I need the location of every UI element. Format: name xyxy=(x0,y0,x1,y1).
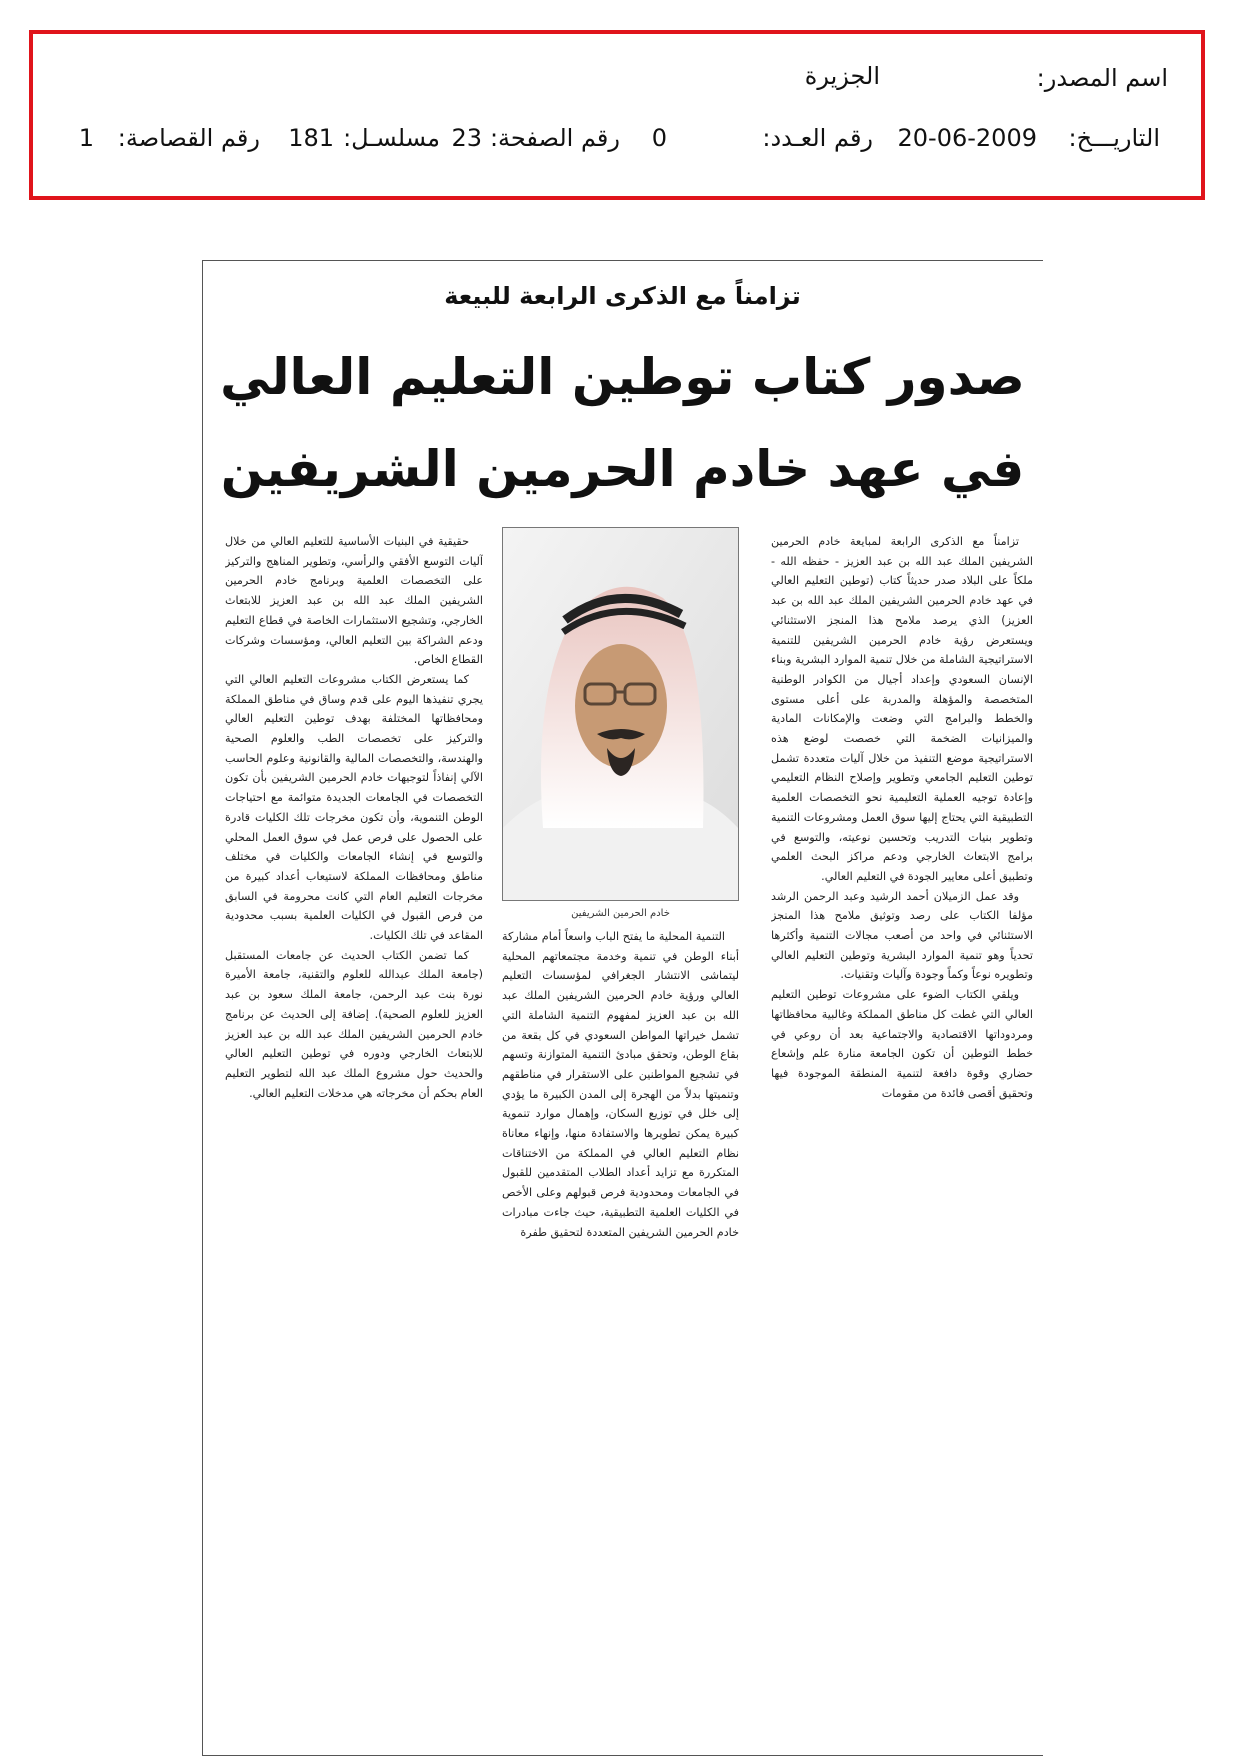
issue-label: رقم العـدد: xyxy=(762,124,873,152)
article-column-left xyxy=(225,532,483,1576)
issue-value: 0 xyxy=(651,124,667,152)
date-label: التاريـــخ: xyxy=(1068,124,1160,152)
clip-value: 1 xyxy=(78,124,94,152)
king-portrait-photo xyxy=(502,527,739,901)
page-value: 23 xyxy=(451,124,482,152)
headline-line-1: صدور كتاب توطين التعليم العالي xyxy=(220,348,1025,406)
paragraph: التنمية المحلية ما يفتح الباب واسعاً أمام مشاركة أبناء الوطن في تنمية وخدمة مجتمعاتهم المحلية ليتماشى الانتشار الجغرافي لمؤسسات التعليم العالي ورؤية خادم الحرمين الشريفين الملك عبد الله بن عبد العزيز لمفهوم التنمية الشاملة التي تشمل خيراتها المواطن السعودي في كل بقعة من بقاع الوطن، وتحقق مبادئ التنمية المتوازنة وتسهم في تشجيع المواطنين على الاستقرار في مناطقهم وتنميتها بدلاً من الهجرة إلى المدن الكبيرة ما يؤدي إلى خلل في توزيع السكان، وإهمال موارد تنموية كبيرة يمكن تطويرها والاستفادة منها، وإنهاء معاناة نظام التعليم العالي في المملكة من الاختناقات المتكررة مع تزايد أعداد الطلاب المتقدمين للقبول في الجامعات ومحدودية فرص قبولهم وعلى الأخص في الكليات العلمية التطبيقية، حيث جاءت مبادرات خادم الحرمين الشريفين المتعددة لتحقيق طفرة xyxy=(502,930,739,1239)
clip-label: رقم القصاصة: xyxy=(117,124,260,152)
source-label: اسم المصدر: xyxy=(1036,64,1168,92)
article-column-middle xyxy=(502,927,739,1577)
article-kicker: تزامناً مع الذكرى الرابعة للبيعة xyxy=(444,282,801,310)
paragraph: كما تضمن الكتاب الحديث عن جامعات المستقبل (جامعة الملك عبدالله للعلوم والتقنية، جامعة الأميرة نورة بنت عبد الرحمن، جامعة الملك سعود بن عبد العزيز للعلوم الصحية). إضافة إلى الحديث عن برنامج خادم الحرمين الشريفين الملك عبد الله بن عبد العزيز للابتعاث الخارجي ودوره في توطين التعليم العالي والحديث حول مشروع الملك عبد الله لتطوير التعليم العام بحكم أن مخرجاته هي مدخلات التعليم العالي. xyxy=(225,948,483,1100)
source-value: الجزيرة xyxy=(804,62,880,90)
serial-label: مسلسـل: xyxy=(343,124,440,152)
date-value: 20-06-2009 xyxy=(897,124,1037,152)
headline-line-2: في عهد خادم الحرمين الشريفين xyxy=(220,440,1025,498)
paragraph: تزامناً مع الذكرى الرابعة لمبايعة خادم الحرمين الشريفين الملك عبد الله بن عبد العزيز - حفظه الله - ملكاً على البلاد صدر حديثاً كتاب (توطين التعليم العالي في عهد خادم الحرمين الشريفين الملك عبد الله بن عبد العزيز) الذي يرصد ملامح هذا المنجز الاستثنائي ويستعرض رؤية خادم الحرمين الشريفين للتنمية الاستراتيجية الشاملة من خلال تنمية الموارد البشرية وبناء الإنسان السعودي وإعداد أجيال من الكوادر الوطنية المتخصصة والمؤهلة والمدربة على أعلى مستوى والخطط والبرامج التي وضعت والإمكانات المادية والميزانيات الضخمة التي خصصت لوضع هذه الاستراتيجية موضع التنفيذ من خلال آليات متعددة تشمل توطين التعليم الجامعي وتطوير وإصلاح النظام التعليمي وإعادة توجيه العملية التعليمية نحو التخصصات العلمية التطبيقية التي يحتاج إليها سوق العمل ومشروعات التنمية وتطوير بنيات التدريب وتحسين نوعيته، والتوسع في برامج الابتعاث الخارجي ودعم مراكز البحث العلمي وتطبيق أعلى معايير الجودة في التعليم العالي. xyxy=(771,535,1033,883)
paragraph: حقيقية في البنيات الأساسية للتعليم العالي من خلال آليات التوسع الأفقي والرأسي، وتطوير المناهج والتركيز على التخصصات العلمية وبرنامج خادم الحرمين الشريفين الملك عبد الله بن عبد العزيز للابتعاث الخارجي، وتشجيع الاستثمارات الخاصة في قطاع التعليم ودعم الشراكة بين التعليم العالي، ومؤسسات وشركات القطاع الخاص. xyxy=(225,535,483,667)
document-metadata-box xyxy=(29,30,1205,200)
photo-caption: خادم الحرمين الشريفين xyxy=(571,908,670,919)
paragraph: كما يستعرض الكتاب مشروعات التعليم العالي التي يجري تنفيذها اليوم على قدم وساق في مناطق المملكة ومحافظاتها المختلفة بهدف توطين التعليم العالي والتركيز على تخصصات الطب والعلوم الصحية والهندسة، والتخصصات المالية والقانونية وعلوم الحاسب الآلي إنفاذاً لتوجيهات خادم الحرمين الشريفين بأن تكون التخصصات في الجامعات الجديدة متوائمة مع احتياجات الوطن التنموية، وأن تكون مخرجات تلك الكليات قادرة على الحصول على فرص عمل في سوق العمل المحلي والتوسع في إنشاء الجامعات والكليات في مختلف مناطق ومحافظات المملكة لاستيعاب أعداد كبيرة من مخرجات التعليم العام التي كانت محرومة في السابق من فرص القبول في الكليات العلمية بسبب محدودية المقاعد في تلك الكليات. xyxy=(225,672,483,943)
paragraph: ويلقي الكتاب الضوء على مشروعات توطين التعليم العالي التي غطت كل مناطق المملكة وغالبية محافظاتها ومردوداتها الاقتصادية والاجتماعية بعد أن روعي في خطط التوطين أن تكون الجامعة منارة علم وإشعاع حضاري وقوة دافعة لتنمية المنطقة الموجودة فيها وتحقيق أقصى فائدة من مقومات xyxy=(771,988,1033,1100)
serial-value: 181 xyxy=(288,124,334,152)
article-column-right xyxy=(771,532,1033,1576)
page-label: رقم الصفحة: xyxy=(489,124,620,152)
paragraph: وقد عمل الزميلان أحمد الرشيد وعبد الرحمن الرشد مؤلفا الكتاب على رصد وتوثيق ملامح هذا المنجز الاستثنائي في واحد من أصعب مجالات التنمية وأكثرها تحدياً وهو تنمية الموارد البشرية وتوطين التعليم العالي وتطويره نوعاً وكماً وجودة وآليات وتقنيات. xyxy=(771,889,1033,982)
portrait-illustration xyxy=(503,528,738,900)
